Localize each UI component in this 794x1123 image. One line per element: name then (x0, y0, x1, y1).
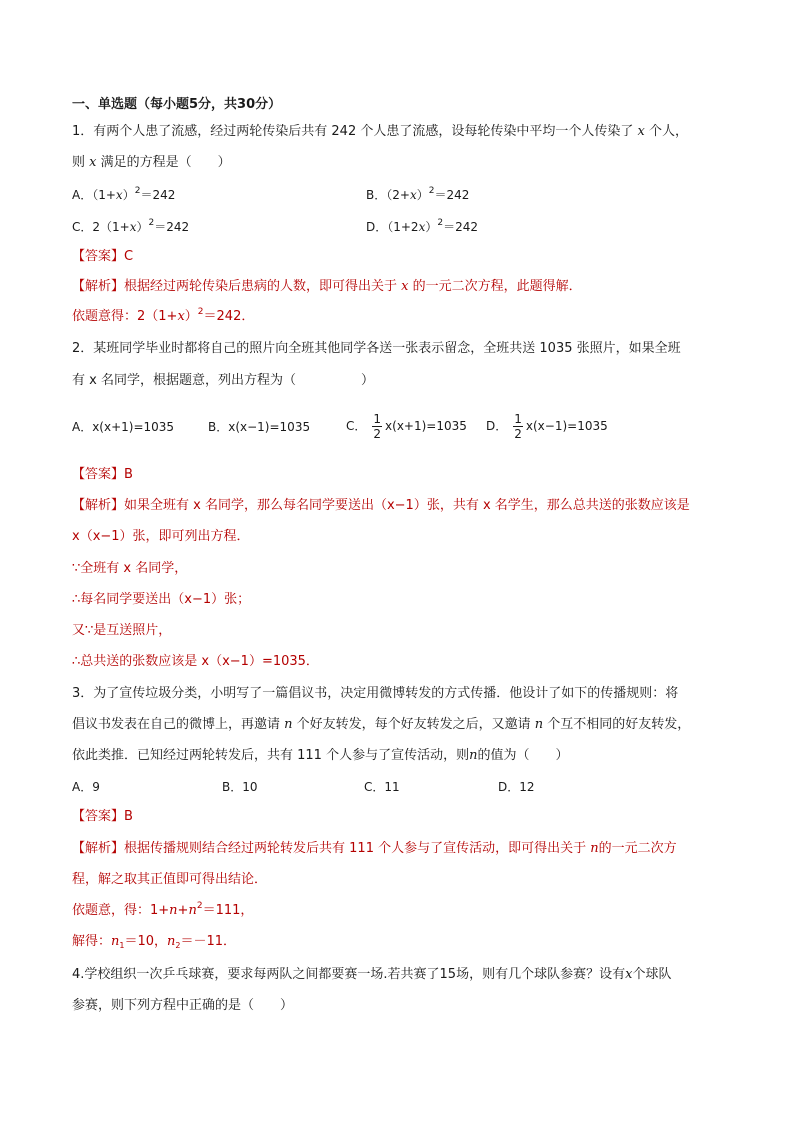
option-text: D． (486, 419, 508, 433)
variable-n: n (188, 903, 197, 918)
q1-stem-line-2 (72, 154, 231, 172)
work-text: 依题意，得：1+ (72, 903, 170, 918)
q3-option-d[interactable]: D．12 (498, 780, 535, 794)
q4-stem-line-1 (72, 966, 671, 984)
option-text: ＝242 (154, 220, 190, 234)
work-text: ＝242． (203, 309, 255, 324)
option-text: A．（1+ (72, 188, 116, 202)
q3-stem-text: 倡议书发表在自己的微博上，再邀请 (72, 717, 285, 732)
analysis-text: 根据经过两轮传染后患病的人数，即可得出关于 (124, 279, 402, 294)
q2-step-3: 又∵是互送照片， (72, 623, 172, 638)
variable-x: x (129, 220, 137, 234)
q1-option-c[interactable] (72, 218, 189, 236)
exponent: 2 (196, 901, 203, 911)
q3-option-c[interactable]: C．11 (364, 780, 400, 794)
option-text: ＝242 (140, 188, 176, 202)
variable-n: n (534, 717, 544, 732)
q3-option-a[interactable]: A．9 (72, 780, 100, 794)
q1-option-b[interactable] (366, 186, 469, 204)
option-text: B．（2+ (366, 188, 410, 202)
variable-x: x (637, 124, 645, 139)
q3-stem-text: 个互不相同的好友转发， (543, 717, 691, 732)
variable-x: x (177, 309, 185, 324)
analysis-tag: 【解析】 (72, 498, 125, 513)
exponent: 2 (148, 218, 155, 228)
q2-answer: 【答案】B (72, 467, 133, 482)
q3-stem-line-1: 3．为了宣传垃圾分类，小明写了一篇倡议书，决定用微博转发的方式传播．他设计了如下的传播规则：将 (72, 686, 679, 701)
q3-stem-line-3 (72, 747, 568, 765)
analysis-text: 根据传播规则结合经过两轮转发后共有 111 个人参与了宣传活动，即可得出关于 (124, 841, 591, 856)
work-text: ） (184, 309, 198, 324)
q1-stem-text: 满足的方程是（ ） (96, 155, 231, 170)
variable-x: x (409, 188, 417, 202)
q3-work (72, 902, 253, 920)
option-text: D．（1+2 (366, 220, 419, 234)
fraction-one-half (372, 412, 382, 441)
work-text: ＝111， (202, 903, 254, 918)
analysis-text: 的一元二次方程，此题得解． (408, 279, 582, 294)
exponent: 2 (437, 218, 444, 228)
option-text: ） (136, 220, 149, 234)
option-text: ） (416, 188, 429, 202)
q2-analysis-line-2: x（x−1）张，即可列出方程． (72, 529, 250, 544)
option-text: x(x−1)=1035 (525, 419, 608, 433)
option-text: ） (122, 188, 135, 202)
q1-answer: 【答案】C (72, 249, 134, 264)
variable-n: n (169, 903, 178, 918)
work-text: 依题意得：2（1+ (72, 309, 178, 324)
variable-n: n (590, 841, 599, 856)
work-text: ＝10， (124, 934, 168, 949)
variable-x: x (401, 279, 409, 294)
option-text: ） (425, 220, 438, 234)
q2-option-c[interactable] (346, 408, 467, 444)
exponent: 2 (134, 186, 141, 196)
variable-x: x (89, 155, 97, 170)
exponent: 2 (197, 307, 204, 317)
q2-option-d[interactable] (486, 408, 608, 444)
variable-x: x (418, 220, 426, 234)
fraction-denominator: 2 (373, 427, 382, 441)
variable-n: n (167, 934, 176, 949)
q3-analysis-line-2: 程，解之取其正值即可得出结论． (72, 872, 268, 887)
subscript: 2 (175, 941, 181, 950)
q2-step-4: ∴总共送的张数应该是 x（x−1）=1035． (72, 654, 319, 669)
fraction-one-half (513, 412, 523, 441)
section-title: 一、单选题（每小题5分，共30分） (72, 97, 282, 112)
variable-x: x (115, 188, 123, 202)
q2-option-a[interactable]: A．x(x+1)=1035 (72, 420, 175, 434)
q4-stem-line-2: 参赛，则下列方程中正确的是（ ） (72, 998, 294, 1013)
fraction-numerator: 1 (514, 412, 522, 426)
q2-step-1: ∵全班有 x 名同学， (72, 561, 188, 576)
q3-stem-line-2 (72, 716, 690, 734)
analysis-tag: 【解析】 (72, 279, 125, 294)
q3-solution (72, 933, 236, 951)
analysis-text: 如果全班有 x 名同学，那么每名同学要送出（x−1）张，共有 x 名学生，那么总共送的张数应该是 (124, 498, 690, 513)
q2-option-b[interactable]: B．x(x−1)=1035 (208, 420, 311, 434)
q3-stem-text: 个好友转发，每个好友转发之后，又邀请 (292, 717, 535, 732)
subscript: 1 (119, 941, 125, 950)
q3-answer: 【答案】B (72, 809, 133, 824)
variable-n: n (469, 748, 478, 763)
q1-stem-text: 则 (72, 155, 90, 170)
work-text: ＝－11． (180, 934, 237, 949)
q2-stem-line-2: 有 x 名同学，根据题意，列出方程为（ ） (72, 373, 374, 388)
q2-stem-line-1: 2．某班同学毕业时都将自己的照片向全班其他同学各送一张表示留念，全班共送 1035 张照片，如果全班 (72, 341, 681, 356)
q3-stem-text: 依此类推．已知经过两轮转发后，共有 111 个人参与了宣传活动，则 (72, 748, 470, 763)
work-text: + (177, 903, 189, 918)
exponent: 2 (428, 186, 435, 196)
variable-n: n (111, 934, 120, 949)
q1-stem-text: 个人， (644, 124, 688, 139)
variable-x: x (625, 967, 633, 982)
analysis-tag: 【解析】 (72, 841, 125, 856)
q1-stem-line-1 (72, 123, 688, 141)
option-text: C． (346, 419, 367, 433)
q3-analysis-line-1 (72, 840, 677, 858)
q2-step-2: ∴每名同学要送出（x−1）张； (72, 592, 251, 607)
q1-stem-text: 1．有两个人患了流感，经过两轮传染后共有 242 个人患了流感，设每轮传染中平均一个人传染了 (72, 124, 638, 139)
q3-stem-text: 的值为（ ） (477, 748, 569, 763)
q4-stem-text: 个球队 (632, 967, 672, 982)
option-text: C．2（1+ (72, 220, 130, 234)
q1-analysis (72, 278, 582, 296)
q2-analysis-line-1 (72, 497, 690, 515)
variable-n: n (284, 717, 293, 732)
work-text: 解得： (72, 934, 112, 949)
q1-option-a[interactable] (72, 186, 175, 204)
option-text: ＝242 (434, 188, 470, 202)
option-text: x(x+1)=1035 (385, 419, 467, 433)
q4-stem-text: 4.学校组织一次乒乓球赛，要求每两队之间都要赛一场.若共赛了15场，则有几个球队参赛？设有 (72, 967, 626, 982)
fraction-numerator: 1 (373, 412, 382, 426)
analysis-text: 的一元二次方 (598, 841, 677, 856)
q1-option-d[interactable] (366, 218, 478, 236)
q3-option-b[interactable]: B．10 (222, 780, 258, 794)
q1-work (72, 308, 254, 326)
fraction-denominator: 2 (514, 427, 522, 441)
option-text: ＝242 (443, 220, 479, 234)
